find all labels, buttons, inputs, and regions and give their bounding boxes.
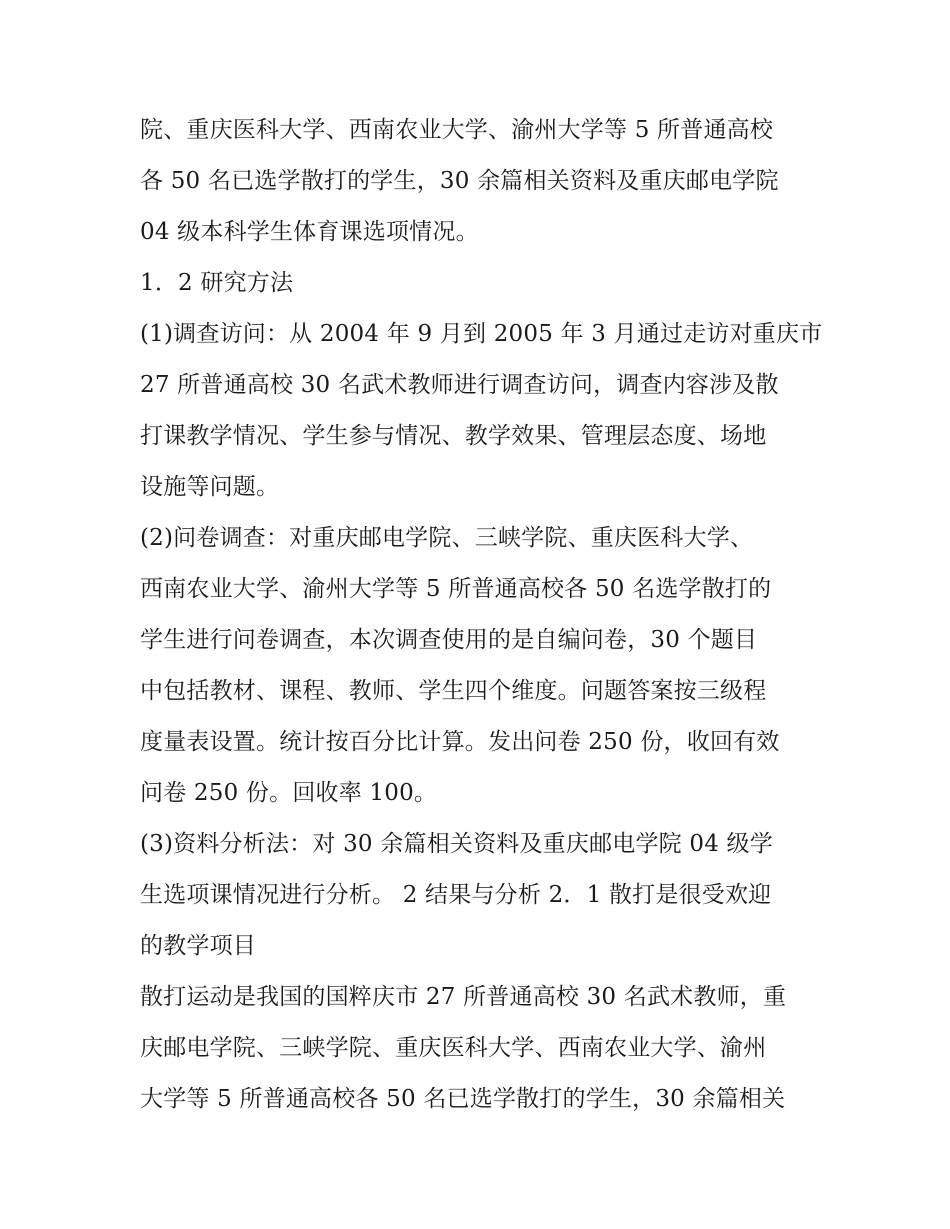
text-line: 大学等 5 所普通高校各 50 名已选学散打的学生，30 余篇相关 bbox=[140, 1086, 786, 1112]
section-heading: 1．2 研究方法 bbox=[140, 270, 294, 296]
text-line: 生选项课情况进行分析。 2 结果与分析 2．1 散打是很受欢迎 bbox=[140, 882, 772, 908]
text-line: 04 级本科学生体育课选项情况。 bbox=[140, 219, 479, 245]
text-line: 27 所普通高校 30 名武术教师进行调查访问，调查内容涉及散 bbox=[140, 372, 779, 398]
text-line: 各 50 名已选学散打的学生，30 余篇相关资料及重庆邮电学院 bbox=[140, 168, 779, 194]
text-line: (2)问卷调查：对重庆邮电学院、三峡学院、重庆医科大学、 bbox=[140, 525, 754, 551]
text-line: 设施等问题。 bbox=[140, 474, 280, 500]
text-line: 中包括教材、课程、教师、学生四个维度。问题答案按三级程 bbox=[140, 678, 767, 704]
text-line: 的教学项目 bbox=[140, 933, 256, 959]
text-line: 度量表设置。统计按百分比计算。发出问卷 250 份，收回有效 bbox=[140, 729, 780, 755]
text-line: (1)调查访问：从 2004 年 9 月到 2005 年 3 月通过走访对重庆市 bbox=[140, 321, 823, 347]
text-line: 散打运动是我国的国粹庆市 27 所普通高校 30 名武术教师，重 bbox=[140, 984, 787, 1010]
text-line: 院、重庆医科大学、西南农业大学、渝州大学等 5 所普通高校 bbox=[140, 117, 774, 143]
text-line: 庆邮电学院、三峡学院、重庆医科大学、西南农业大学、渝州 bbox=[140, 1035, 767, 1061]
text-line: 打课教学情况、学生参与情况、教学效果、管理层态度、场地 bbox=[140, 423, 767, 449]
text-line: 西南农业大学、渝州大学等 5 所普通高校各 50 名选学散打的 bbox=[140, 576, 772, 602]
document-body bbox=[140, 110, 823, 1130]
text-line: 问卷 250 份。回收率 100。 bbox=[140, 780, 438, 806]
text-line: 学生进行问卷调查，本次调查使用的是自编问卷，30 个题目 bbox=[140, 627, 758, 653]
text-line: (3)资料分析法：对 30 余篇相关资料及重庆邮电学院 04 级学 bbox=[140, 831, 773, 857]
